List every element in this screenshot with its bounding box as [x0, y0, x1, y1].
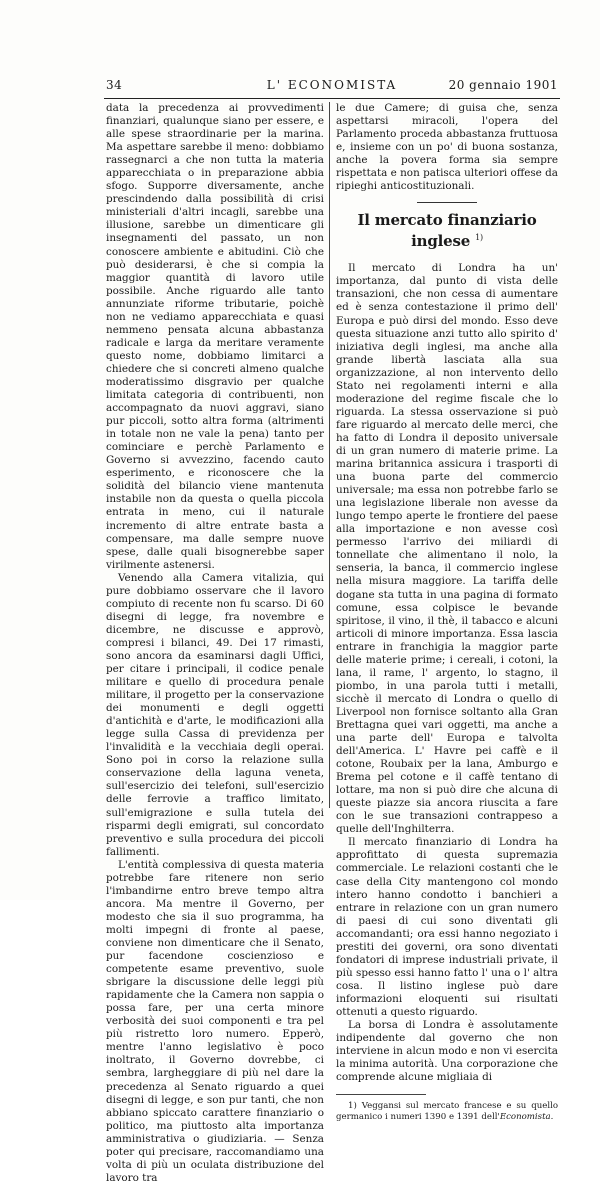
issue-date: 20 gennaio 1901	[448, 78, 558, 92]
journal-title: L' ECONOMISTA	[266, 78, 398, 92]
left-paragraph-3: L'entità complessiva di questa materia potrebbe fare ritenere non serio l'imbandirne entro breve tempo altra ancora. Ma mentre il Governo, per modesto che sia il suo programma, ha molti impegni di fronte al paese, conviene non dimenticare che il Senato, pur facendone coscienzioso e competente esame preventivo, suole sbrigare la discussione delle leggi più rapidamente che la Camera non sappia o possa fare, per una certa minore verbosità dei suoi componenti e tra pel più ristretto loro numero. Epperò, mentre l'anno legislativo è poco inoltrato, il Governo dovrebbe, ci sembra, largheggiare di più nel dare la precedenza al Senato riguardo a quei disegni di legge, e son pur tanti, che non abbiano spiccato carattere finanziario o politico, ma piuttosto alta importanza amministrativa o giudiziaria. — Senza poter qui precisare, raccomandiamo una volta di più un oculata distribuzione del lavoro tra	[106, 858, 324, 1184]
page-header	[106, 78, 558, 94]
article-title-text: Il mercato finanziario inglese	[357, 211, 537, 251]
left-paragraph-1: data la precedenza ai provvedimenti finanziari, qualunque siano per essere, e alle spese straordinarie per la marina. Ma aspettare sarebbe il meno: dobbiamo rassegnarci a che non tutta la materia apparecchiata o in preparazione abbia sfogo. Supporre diversamente, anche prescindendo dalla possibilità di crisi ministeriali d'altri incagli, sarebbe una illusione, sarebbe un dimenticare gli insegnamenti del passato, un non conoscere ambiente e abitudini. Ciò che può desiderarsi, è che si compia la maggior quantità di lavoro utile possibile. Anche riguardo alle tanto annunziate riforme tributarie, poichè non ne vediamo apparecchiata e quasi nemmeno pensata alcuna abbastanza radicale e larga da meritare veramente questo nome, dobbiamo limitarci a chiedere che si concreti almeno qualche moderatissimo disgravio per qualche limitata categoria di contribuenti, non accompagnato da nuovi aggravi, siano pur piccoli, sotto altra forma (altrimenti in totale non ne vale la pena) tanto per cominciare e perchè Parlamento e Governo si avvezzino, facendo cauto esperimento, e riconoscere che la solidità del bilancio viene mantenuta instabile non da questa o quella piccola entrata in meno, cui il naturale incremento di altre entrate basta a compensare, ma dalle sempre nuove spese, dalle quali bisognerebbe saper virilmente astenersi.	[106, 102, 324, 571]
footnote-journal-name: Economista.	[499, 1112, 554, 1123]
left-paragraph-2: Venendo alla Camera vitalizia, qui pure dobbiamo osservare che il lavoro compiuto di recente non fu scarso. Di 60 disegni di legge, fra novembre e dicembre, ne discusse e approvò, compresi i bilanci, 49. Dei 17 rimasti, sono ancora da esaminarsi dagli Uffici, per citare i principali, il codice penale militare e quello di procedura penale militare, il progetto per la conservazione dei monumenti e degli oggetti d'antichità e d'arte, le modificazioni alla legge sulla Cassa di previdenza per l'invalidità e la vecchiaia degli operai. Sono poi in corso la relazione sulla conservazione della laguna veneta, sull'esercizio dei telefoni, sull'esercizio delle ferrovie a traffico limitato, sull'emigrazione e sulla tutela dei risparmi degli emigrati, sul concordato preventivo e sulla procedura dei piccoli fallimenti.	[106, 571, 324, 858]
article-paragraph-3: La borsa di Londra è assolutamente indipendente dal governo che non interviene in alcun modo e non vi esercita la minima autorità. Una corporazione che comprende alcune migliaia di	[336, 1019, 558, 1084]
footnote	[336, 1101, 558, 1123]
article-footnote-mark: 1)	[475, 233, 483, 243]
article-separator	[417, 202, 477, 203]
header-rule	[104, 98, 560, 99]
left-column	[106, 102, 324, 1185]
article-title	[336, 211, 558, 250]
article-paragraph-1: Il mercato di Londra ha un' importanza, dal punto di vista delle transazioni, che non cessa di aumentare ed è senza contestazione il primo dell' Europa e può dirsi del mondo. Esso deve questa situazione anzi tutto allo spirito d' iniziativa degli inglesi, ma anche alla grande libertà lasciata alla sua organizzazione, al non intervento dello Stato nei regolamenti interni e alla moderazione del regime fiscale che lo riguarda. La stessa osservazione si può fare riguardo al mercato delle merci, che ha fatto di Londra il deposito universale di un gran numero di materie prime. La marina britannica assicura i trasporti di una buona parte del commercio universale; ma essa non potrebbe farlo se una legislazione liberale non avesse da lungo tempo aperte le frontiere del paese alla importazione e non avesse così permesso l'arrivo dei miliardi di tonnellate che alimentano il nolo, la senseria, la banca, il commercio inglese nella misura maggiore. La tariffa delle dogane sta tutta in una pagina di formato comune, essa colpisce le bevande spiritose, il vino, il thè, il tabacco e alcuni articoli di minore importanza. Essa lascia entrare in franchigia la maggior parte delle materie prime; i cereali, i cotoni, la lana, il rame, l' argento, lo stagno, il piombo, in una parola tutti i metalli, sicchè il mercato di Londra o quello di Liverpool non fornisce soltanto alla Gran Brettagna quei vari oggetti, ma anche a una parte dell' Europa e talvolta dell'America. L' Havre pei caffè e il cotone, Roubaix per la lana, Amburgo e Brema pel cotone e il caffè tentano di lottare, ma non si può dire che alcuna di queste piazze sia ancora riuscita a fare con le sue transazioni contrappeso a quelle dell'Inghilterra.	[336, 262, 558, 836]
column-divider	[329, 102, 330, 808]
continued-paragraph: le due Camere; di guisa che, senza aspettarsi miracoli, l'opera del Parlamento proceda abbastanza fruttuosa e, insieme con un po' di buona sostanza, anche la povera forma sia sempre rispettata e non patisca ulteriori offese da ripieghi anticostituzionali.	[336, 102, 558, 193]
footnote-text: 1) Veggansi sul mercato francese e su quello germanico i numeri 1390 e 1391 dell'	[336, 1101, 558, 1123]
article-paragraph-2: Il mercato finanziario di Londra ha approfittato di questa supremazia commerciale. Le relazioni costanti che le case della City mantengono col mondo intero hanno condotto i banchieri a entrare in relazione con un gran numero di paesi di cui sono diventati gli accomandanti; ora essi hanno negoziato i prestiti dei governi, ora sono diventati fondatori di imprese industriali private, il più spesso essi hanno fatto l' una o l' altra cosa. Il listino inglese può dare informazioni eloquenti sui risultati ottenuti a questo riguardo.	[336, 836, 558, 1018]
right-column	[336, 102, 558, 1123]
footnote-rule	[336, 1094, 426, 1095]
page-number: 34	[106, 78, 123, 92]
